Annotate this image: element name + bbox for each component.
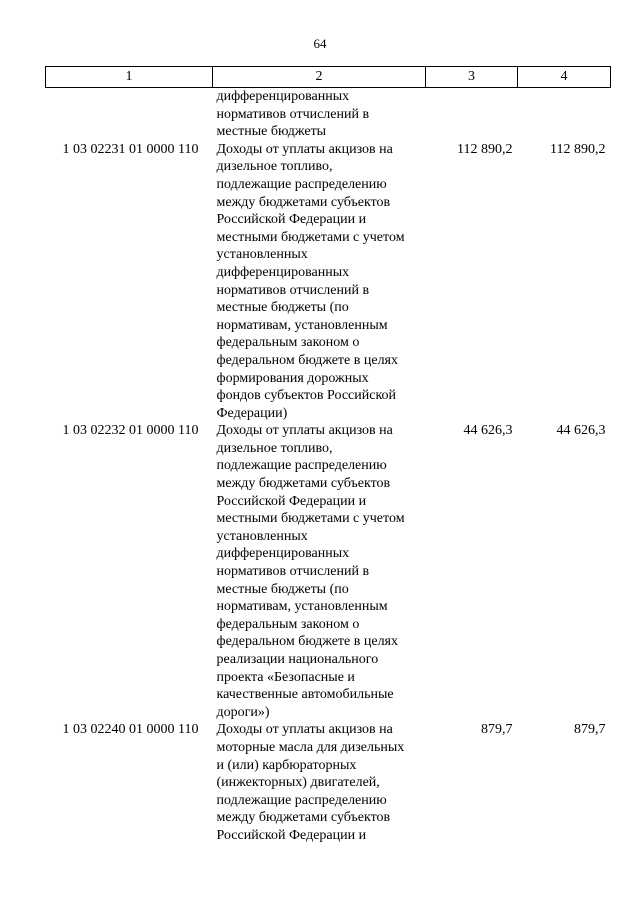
- description-line: дизельное топливо,: [216, 440, 333, 456]
- description-line: нормативам, установленным: [216, 599, 388, 615]
- amount-col4: 44 626,3: [556, 423, 606, 439]
- description-line: местные бюджеты (по: [216, 581, 349, 597]
- amount-col3: 112 890,2: [457, 141, 513, 157]
- table-body: [46, 88, 611, 845]
- value-cell-col4: [518, 141, 611, 423]
- column-header-1: 1: [46, 67, 213, 88]
- description-line: Доходы от уплаты акцизов на: [216, 141, 393, 157]
- description-line: нормативов отчислений в: [216, 564, 370, 580]
- description-line: между бюджетами субъектов: [216, 810, 391, 826]
- description-line: нормативам, установленным: [216, 317, 388, 333]
- description-line: реализации национального: [216, 652, 379, 667]
- column-header-4: 4: [518, 67, 611, 88]
- description-line: дифференцированных: [216, 89, 350, 104]
- description-line: местные бюджеты (по: [216, 300, 349, 316]
- description-line: и (или) карбюраторных: [216, 757, 357, 773]
- description-line: Федерации): [216, 405, 288, 421]
- description-line: федеральном бюджете в целях: [216, 634, 399, 650]
- budget-code: 1 03 02240 01 0000 110: [62, 722, 199, 738]
- budget-code-cell: [46, 422, 213, 721]
- revenue-table: [45, 66, 611, 845]
- description-line: подлежащие распределению: [216, 458, 387, 474]
- amount-col3: [513, 89, 518, 104]
- description-line: моторные масла для дизельных: [216, 739, 405, 755]
- table-row: [46, 141, 611, 423]
- description-cell: [213, 422, 426, 721]
- budget-code: 1 03 02231 01 0000 110: [62, 141, 199, 157]
- description-line: нормативов отчислений в: [216, 282, 370, 298]
- value-cell-col4: [518, 721, 611, 844]
- description-line: дороги»): [216, 704, 270, 720]
- description-line: дифференцированных: [216, 264, 350, 280]
- description-cell: [213, 721, 426, 844]
- value-cell-col3: [426, 88, 518, 141]
- description-line: проекта «Безопасные и: [216, 669, 355, 685]
- column-header-2: 2: [213, 67, 426, 88]
- description-line: Российской Федерации и: [216, 212, 367, 228]
- budget-code-cell: [46, 141, 213, 423]
- description-cell: [213, 141, 426, 423]
- value-cell-col3: [426, 141, 518, 423]
- description-line: между бюджетами субъектов: [216, 194, 391, 210]
- table-row: [46, 721, 611, 844]
- table-row: [46, 422, 611, 721]
- budget-code-cell: [46, 721, 213, 844]
- description-line: местными бюджетами с учетом: [216, 229, 405, 245]
- description-line: федеральном бюджете в целях: [216, 352, 399, 368]
- description-line: федеральным законом о: [216, 335, 360, 351]
- description-line: подлежащие распределению: [216, 176, 387, 192]
- description-line: местные бюджеты: [216, 124, 327, 140]
- value-cell-col4: [518, 88, 611, 141]
- table-row: [46, 88, 611, 141]
- description-line: дизельное топливо,: [216, 159, 333, 175]
- description-line: фондов субъектов Российской: [216, 388, 397, 404]
- description-line: местными бюджетами с учетом: [216, 511, 405, 527]
- description-line: формирования дорожных: [216, 370, 369, 386]
- description-line: Российской Федерации и: [216, 493, 367, 509]
- amount-col3: 44 626,3: [463, 423, 513, 439]
- table-header-row: [46, 67, 611, 88]
- description-line: нормативов отчислений в: [216, 106, 370, 122]
- amount-col4: 879,7: [574, 722, 606, 738]
- amount-col3: 879,7: [481, 722, 513, 738]
- description-line: Российской Федерации и: [216, 827, 367, 843]
- amount-col4: 112 890,2: [550, 141, 606, 157]
- description-line: установленных: [216, 247, 308, 263]
- description-line: качественные автомобильные: [216, 687, 394, 703]
- description-line: (инжекторных) двигателей,: [216, 775, 380, 791]
- column-header-3: 3: [426, 67, 518, 88]
- page-number: 64: [313, 36, 327, 51]
- value-cell-col3: [426, 422, 518, 721]
- description-line: Доходы от уплаты акцизов на: [216, 722, 393, 738]
- amount-col4: [606, 89, 611, 104]
- description-line: дифференцированных: [216, 546, 350, 562]
- budget-code-cell: [46, 88, 213, 141]
- description-line: Доходы от уплаты акцизов на: [216, 423, 393, 439]
- description-line: подлежащие распределению: [216, 792, 387, 808]
- value-cell-col3: [426, 721, 518, 844]
- budget-code: 1 03 02232 01 0000 110: [62, 423, 199, 439]
- description-cell: [213, 88, 426, 141]
- value-cell-col4: [518, 422, 611, 721]
- description-line: установленных: [216, 528, 308, 544]
- description-line: между бюджетами субъектов: [216, 476, 391, 492]
- description-line: федеральным законом о: [216, 616, 360, 632]
